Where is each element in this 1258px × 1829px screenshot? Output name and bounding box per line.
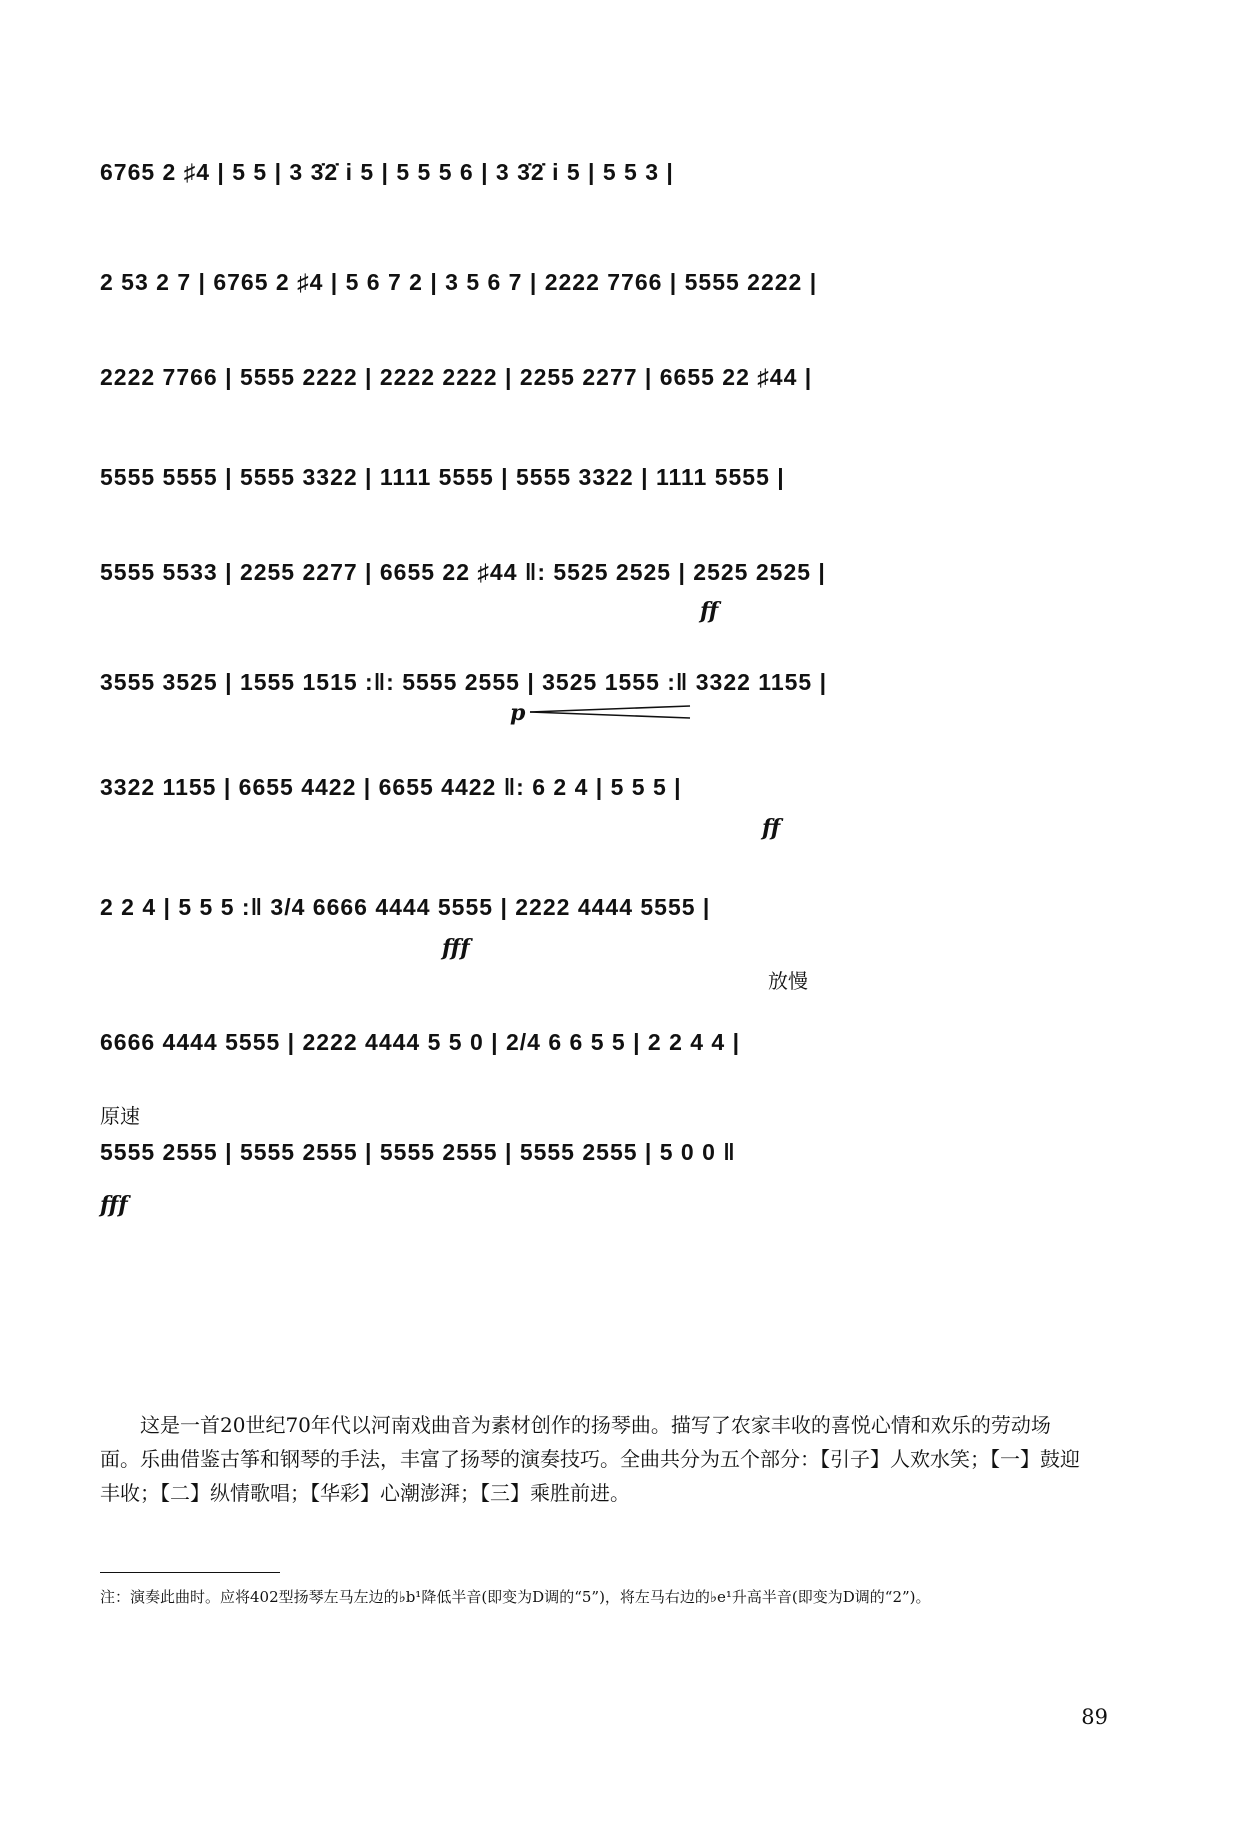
dynamic-fff: fff	[442, 935, 470, 961]
tempo-restore: 原速	[100, 1104, 140, 1128]
score-line: 5555 5555 | 5555 3322 | 1111 5555 | 5555 3322 | 1111 5555 |	[100, 464, 785, 490]
description	[100, 1408, 1090, 1510]
tempo-slow: 放慢	[768, 969, 808, 993]
score-system-8	[100, 870, 1090, 930]
footnote-rule	[100, 1572, 280, 1573]
score-system-5	[100, 535, 1090, 595]
score-system-9	[100, 1005, 1090, 1065]
score-system-4	[100, 440, 1090, 500]
score-line: 6666 4444 5555 | 2222 4444 5 5 0 | 2/4 6 6 5 5 | 2 2 4 4 |	[100, 1029, 741, 1055]
score-line: 5555 2555 | 5555 2555 | 5555 2555 | 5555 2555 | 5 0 0 ‖	[100, 1139, 736, 1165]
dynamic-fff-2: fff	[100, 1192, 128, 1218]
dynamic-p: p	[510, 700, 526, 726]
score-line: 2 2 4 | 5 5 5 :‖ 3/4 6666 4444 5555 | 2222 4444 5555 |	[100, 894, 711, 920]
footnote: 注：演奏此曲时。应将402型扬琴左马左边的♭b¹降低半音(即变为D调的“5”)，将左马右边的♭e¹升高半音(即变为D调的“2”)。	[100, 1588, 931, 1606]
score-line: 5555 5533 | 2255 2277 | 6655 22 ♯44 ‖: 5525 2525 | 2525 2525 |	[100, 559, 826, 585]
score-system-6	[100, 645, 1090, 705]
score-system-3	[100, 340, 1090, 400]
page-number: 89	[1081, 1705, 1108, 1729]
score-system-7	[100, 750, 1090, 810]
score-system-2	[100, 245, 1090, 305]
score-line: 2 53 2 7 | 6765 2 ♯4 | 5 6 7 2 | 3 5 6 7 | 2222 7766 | 5555 2222 |	[100, 269, 818, 295]
score-line: 3555 3525 | 1555 1515 :‖: 5555 2555 | 3525 1555 :‖ 3322 1155 |	[100, 669, 828, 695]
description-text: 这是一首20世纪70年代以河南戏曲音为素材创作的扬琴曲。描写了农家丰收的喜悦心情和欢乐的劳动场面。乐曲借鉴古筝和钢琴的手法，丰富了扬琴的演奏技巧。全曲共分为五个部分：【引子】人欢水笑；【一】鼓迎丰收；【二】纵情歌唱；【华彩】心潮澎湃；【三】乘胜前进。	[100, 1413, 1080, 1505]
score-line: 2222 7766 | 5555 2222 | 2222 2222 | 2255 2277 | 6655 22 ♯44 |	[100, 364, 813, 390]
score-line: 3322 1155 | 6655 4422 | 6655 4422 ‖: 6 2 4 | 5 5 5 |	[100, 774, 682, 800]
score-system-10	[100, 1115, 1090, 1175]
dynamic-ff-2: ff	[762, 815, 781, 841]
dynamic-ff: ff	[700, 598, 719, 624]
score-system-1	[100, 135, 1090, 195]
score-line: 6765 2 ♯4 | 5 5 | 3 3̇2̇ i 5 | 5 5 5 6 | 3 3̇2̇ i 5 | 5 5 3 |	[100, 159, 674, 185]
